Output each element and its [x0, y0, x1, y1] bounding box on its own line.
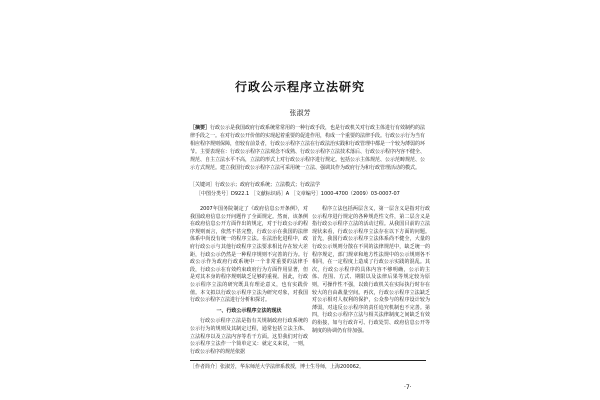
abstract [190, 124, 426, 172]
keywords-text: 行政公示；政府行政系统；立法模式；行政法学 [215, 182, 321, 188]
section-heading: 一、行政公示程序立法的现状 [216, 307, 282, 314]
body-paragraph: 2007年国务院制定了《政府信息公开条例》，对我国政府信息公开问题作了全面规定。然而，该条例在政府信息公开方面作出的规定，对于行政公示的程序规则而言，依然不甚完整，行政公示在我国的法律体系中尚没有统一的程序立法。在法治化进程中，政府行政公示与其他行政程序立法要求相比存在较大差距，行政公示仍然是一种程序规则不完善的行为。行政公示作为政府行政系统中一个非常重要的法律手段，行政公示在有效约束政府行为方面作用显著，但是对其本身的程序规则缺乏足够的重视。因此，行政公示程序立法的研究既具有理论意义，也有实践价值。本文拟以行政公示程序立法为研究对象，对我国行政公示程序立法进行分析和探讨。 [190, 206, 308, 304]
body-paragraph: 行政公示程序立法是指有关规制政府行政系统的公示行为的规则及其制定过程，通常包括立法主体、立法程序以及立法内容等若干方面。这里我们对行政公示程序立法作一个简单定义：就定义来说，一则，行政公示程序的规范依据 [190, 318, 308, 355]
footnote-divider [190, 360, 426, 361]
keywords [190, 181, 426, 189]
left-column [190, 206, 308, 356]
classification-line: ［中图分类号］D922.1 ［文献标识码］A ［文章编号］1000-4700（2009）03-0007-07 [196, 191, 400, 197]
abstract-label: ［摘要］ [190, 125, 211, 131]
paper-title: 行政公示程序立法研究 [234, 80, 365, 94]
abstract-text: 行政公示是我国政府行政系统常常用的一种行政手段，也是行政机关对行政主体进行有效制约的法律手段之一。在对行政公开价值的实现起着重要的促进作用，构成一个重要的法律手段。行政公示行为当有相应程序规则保障，但较有前景者，行政公示程序立法在行政法治实践和行政管理中都是一个较为薄弱的环节。主要表现在：行政公示程序立法观念不成熟、行政公示程序立法技术落后、行政公示程序内容不健全、规范、自主立法水平不高，立法的形式上对行政公示程序进行规定。包括公示主体规范、公示范畴规范、公示方式规范。建立我国行政公示程序立法可采用统一立法、强调其作为政府行为和行政管理活动的模式。 [190, 125, 426, 171]
body-paragraph: 程序立法包括两层含义，第一层含义是指对行政公示程序进行规定的各种规范性文件，第二层含义是指行政公示程序立法的活动过程。从我国目前的立法现状来看，行政公示程序立法存在以下方面的问题。首先，我国行政公示程序立法体系尚不健全，大量的行政公示规则分散在不同的法律规范中，缺乏统一的程序规定，部门规章和地方性法规中的公示规则各不相同，在一定程度上造成了行政公示实践的混乱。其次，行政公示程序的具体内容不够明确，公示的主体、范围、方式、期限以及法律后果等规定较为原则，可操作性不强，以致行政机关在实际执行时存在较大的自由裁量空间。再次，行政公示程序立法缺乏对公示相对人权利的保护，公众参与的程序设计较为薄弱，对违反公示程序的责任追究机制也不完善。第四，行政公示程序立法与相关法律制度之间缺乏有效的衔接，如与行政许可、行政处罚、政府信息公开等制度的协调仍有待加强。 [312, 206, 430, 334]
author-bio: ［作者简介］张淑芳，华东师范大学法律系教授，博士生导师，上海200062。 [190, 364, 365, 370]
author-name: 张淑芳 [289, 109, 311, 117]
keywords-label: ［关键词］ [190, 182, 216, 188]
page-number: ·7· [404, 384, 412, 391]
right-column [312, 206, 430, 335]
